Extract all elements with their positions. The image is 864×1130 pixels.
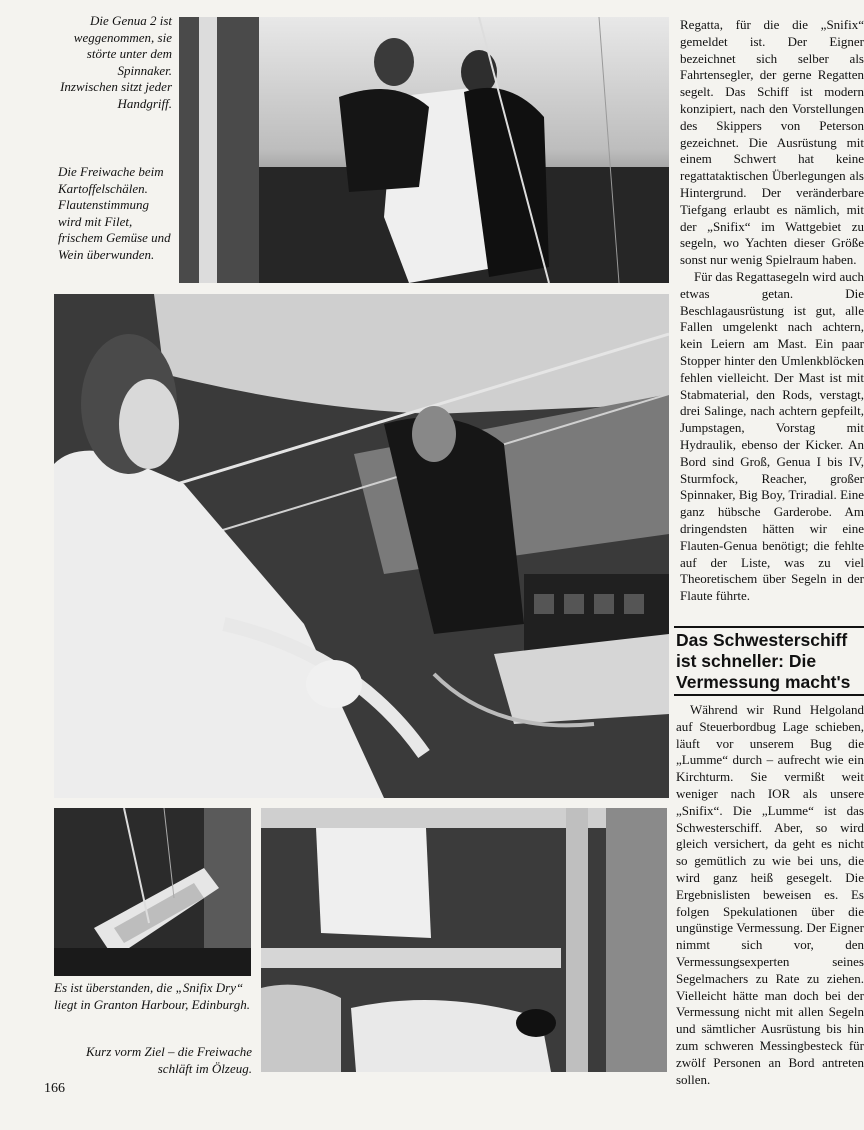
caption-harbour: Es ist überstanden, die „Snifix Dry“ liegt in Granton Harbour, Edinburgh.	[54, 980, 250, 1012]
article-paragraph-3: Während wir Rund Helgoland auf Steuerbordbug Lage schieben, läuft vor unserem Bug die „Lumme“ durch – aufrecht wie ein Kirchturm. Sie vermißt weit weniger nach IOR als unsere „Snifix“. Die „Lumme“ ist das Schwesterschiff. Aber, so wird gleich versichert, da geht es nicht so gemütlich zu wie bei uns, die wird ganz heiß gesegelt. Die Ergebnislisten beweisen es. Es folgen Spekulationen über die ungünstige Vermessung. Der Eigner nimmt sich vor, den Vermessungsexperten seines Segelmachers zu Rate zu ziehen. Vielleicht hätte man doch bei der Vermessung nicht mit allen Segeln und sämtlicher Ausrüstung bis hin zum schweren Messingbesteck für zwölf Personen an Bord antreten sollen.	[676, 702, 864, 1087]
heading-rule-bottom	[674, 694, 864, 696]
photo-crew-sail	[179, 17, 669, 283]
photo-harbour-yacht	[54, 808, 251, 976]
article-column	[680, 17, 864, 605]
article-column-2	[676, 702, 864, 1088]
section-heading: Das Schwesterschiff ist schneller: Die Vermessung macht's	[676, 630, 851, 692]
caption-genua: Die Genua 2 ist weggenommen, sie störte unter dem Spinnaker. Inzwischen sitzt jeder Handgriff.	[60, 13, 172, 111]
article-paragraph-2: Für das Regattasegeln wird auch etwas getan. Die Beschlagausrüstung ist gut, alle Fallen umgelenkt nach achtern, kein Leiern am Mast. Ein paar Stopper hinter den Umlenkblöcken fehlen vielleicht. Der Mast ist mit Stabmaterial, den Rods, verstagt, drei Salinge, nach achtern gepfeilt, Jumpstagen, Vorstag mit Hydraulik, ebenso der Kicker. An Bord sind Groß, Genua I bis IV, Sturmfock, Reacher, großer Spinnaker, Big Boy, Triradial. Eine ganz hübsche Garderobe. Am dringendsten hätten wir eine Flauten-Genua benötigt; die fehlte auf der Liste, was zu viel Theoretischem über Segeln in der Flaute führte.	[680, 268, 864, 604]
photo-sleeping-crew	[261, 808, 667, 1072]
article-paragraph-1: Regatta, für die die „Snifix“ gemeldet ist. Der Eigner bezeichnet sich selber als Fahrtensegler, der gerne Regatten segelt. Das Schiff ist modern konzipiert, nach den Vorstellungen des Skippers von Peterson gezeichnet. Die Ausrüstung mit einem Schwert hat keine regattataktischen Überlegungen als Hintergrund. Der veränderbare Tiefgang erlaubt es nämlich, mit der „Snifix“ im Wattgebiet zu segeln, wo Yachten dieser Größe sonst nur wenig Spielraum haben.	[680, 17, 864, 268]
caption-ziel: Kurz vorm Ziel – die Freiwache schläft im Ölzeug.	[86, 1044, 252, 1076]
page-number: 166	[44, 1081, 65, 1096]
heading-rule-top	[674, 626, 864, 628]
photo-helm-deck	[54, 294, 669, 798]
caption-freiwache: Die Freiwache beim Kartoffelschälen. Flautenstimmung wird mit Filet, frischem Gemüse und Wein überwunden.	[58, 164, 171, 262]
